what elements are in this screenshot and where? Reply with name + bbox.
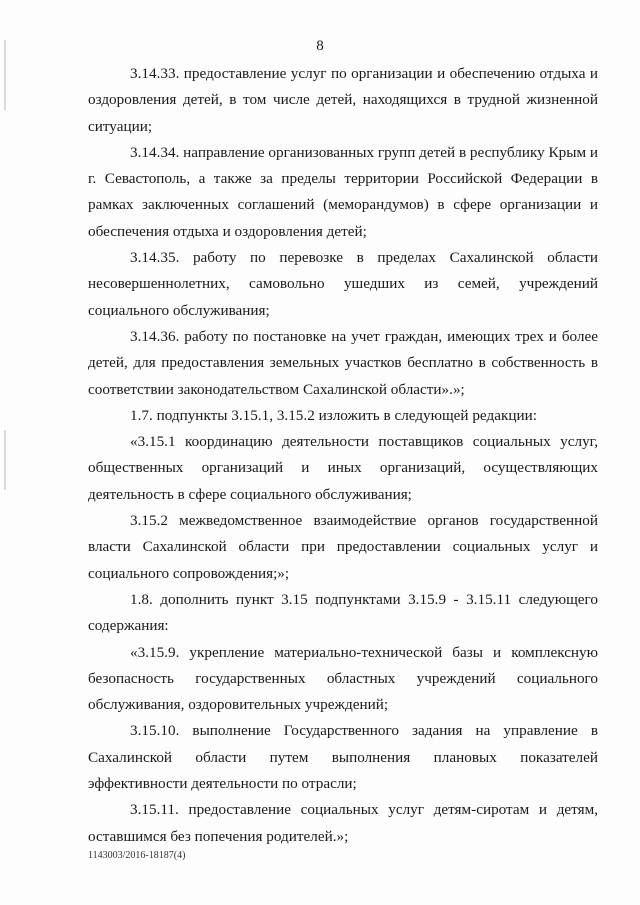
paragraph-3-14-35: 3.14.35. работу по перевозке в пределах Сахалинской области несовершеннолетних, самовольно ушедших из семей, учреждений социального обслуживания; [88, 249, 598, 319]
paragraph-3-14-34: 3.14.34. направление организованных групп детей в республику Крым и г. Севастополь, а также за пределы территории Российской Федерации в рамках заключенных соглашений (меморандумов) в сфере организации и обеспечения отдыха и оздоровления детей; [88, 143, 598, 240]
document-body [88, 61, 598, 850]
paragraph-3-15-11: 3.15.11. предоставление социальных услуг детям-сиротам и детям, оставшимся без попечения родителей.»; [88, 801, 598, 845]
paragraph-3-15-2: 3.15.2 межведомственное взаимодействие органов государственной власти Сахалинской области при предоставлении социальных услуг и социального сопровождения;»; [88, 512, 598, 582]
paragraph-3-15-9: «3.15.9. укрепление материально-технической базы и комплексную безопасность государственных областных учреждений социального обслуживания, оздоровительных учреждений; [88, 643, 598, 714]
paragraph-1-8: 1.8. дополнить пункт 3.15 подпунктами 3.15.9 - 3.15.11 следующего содержания: [88, 590, 598, 635]
footer-document-code: 1143003/2016-18187(4) [88, 850, 186, 861]
scan-edge-mark [4, 430, 6, 490]
paragraph-3-15-1: «3.15.1 координацию деятельности поставщиков социальных услуг, общественных организаций и иных организаций, осуществляющих деятельность в сфере социального обслуживания; [88, 433, 598, 503]
paragraph-3-14-36: 3.14.36. работу по постановке на учет граждан, имеющих трех и более детей, для предоставления земельных участков бесплатно в собственность в соответствии законодательством Сахалинской области».»; [88, 327, 598, 398]
paragraph-3-15-10: 3.15.10. выполнение Государственного задания на управление в Сахалинской области путем выполнения плановых показателей эффективности деятельности по отрасли; [88, 722, 598, 793]
paragraph-3-14-33: 3.14.33. предоставление услуг по организации и обеспечению отдыха и оздоровления детей, в том числе детей, находящихся в трудной жизненной ситуации; [88, 65, 598, 135]
paragraph-1-7: 1.7. подпункты 3.15.1, 3.15.2 изложить в следующей редакции: [130, 406, 537, 424]
page-number: 8 [316, 38, 324, 54]
